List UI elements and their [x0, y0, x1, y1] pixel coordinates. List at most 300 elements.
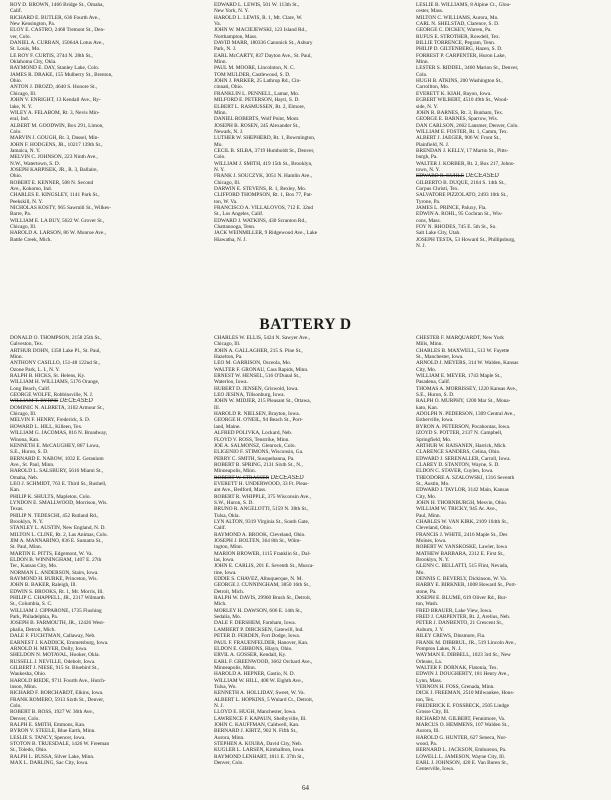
directory-entry-line: Denver, Colo.: [214, 760, 244, 767]
directory-entry-line: PETER J. DANBENTO, 21 Crescent St.,: [416, 620, 504, 627]
directory-entry-line: Pompton Lakes, N. J.: [416, 645, 462, 652]
directory-entry-line: RILEY CREWS, Dinsmore, Fla.: [416, 633, 486, 640]
directory-entry-line: JOHN E. CARLIS, 201 E. Seventh St., Musca-: [214, 563, 315, 570]
directory-entry-line: PHILIP C. CHAPPELL, JR., 2317 Wilmarth: [10, 595, 105, 602]
directory-entry-line: Colo.: [214, 154, 226, 161]
directory-entry-line: JAMES L. PRINCE, Paluxy, Fla.: [416, 205, 487, 211]
directory-entry-line: CHARLES W. VAN KIRK, 2109 104th St.,: [416, 518, 509, 525]
directory-entry-line: LYN ALTON, 9319 Virginia St., South Gate,: [214, 518, 310, 525]
directory-entry-line: CECIL B. SILBA, 3719 Humboldt St., Denver,: [214, 147, 315, 154]
directory-entry-line: ELDON E. GIBBONS, Hlayn, Ohio.: [214, 645, 293, 652]
directory-entry-line: MELVIN C. JOHNSON, 223 Ninth Ave.,: [10, 154, 98, 161]
directory-entry-line: las, Iowa.: [214, 557, 235, 564]
directory-entry-line: S.W., Huron, S. D.: [214, 499, 254, 506]
directory-entry-line: LLOYD E. HUGH, Manchester, Iowa.: [214, 709, 297, 716]
directory-entry-line: JOSEPH KARPISEK, JR., R. 3, Ballaire,: [10, 166, 98, 173]
directory-entry-line: JOHN B. BAKER, Raleigh, Ill.: [10, 582, 77, 589]
directory-entry-line: Chattanooga, Tenn.: [214, 224, 256, 231]
directory-entry-line: EDWARD J. WATKINS, 430 Scranton Rd.,: [214, 217, 307, 224]
directory-entry-line: BYRON A. PETERSON, Pocahontas, Iowa.: [416, 423, 511, 430]
directory-entry-line: THOMAS A. MORRISSEY, 1220 Kansas Ave.,: [416, 385, 518, 392]
directory-entry-line: CARL N. SHELSTAD, Clarence, S. D.: [416, 21, 500, 28]
directory-entry-line: IZOYD S. POTTER, 2137 N. Campbell,: [416, 430, 503, 437]
directory-entry-line: Brooklyn, N. Y.: [416, 557, 450, 564]
top-column-2: [214, 2, 398, 320]
directory-entry-line: Minn.: [214, 59, 227, 66]
bottom-column-2: [214, 335, 398, 780]
directory-entry-line: kato, Kan.: [416, 404, 438, 411]
directory-entry-line: Moines, Iowa.: [416, 538, 447, 544]
directory-entry-line: HOWARD L. HILL, Killeen, Tex.: [10, 423, 83, 430]
directory-entry-line: JACK WEINMILLER, 9 Ridgewood Ave., Lake: [214, 230, 318, 237]
directory-entry-line: Pasadena, Calif.: [416, 379, 451, 386]
directory-entry-line: GEORGE WOLFE, Robbinsville, N. J.: [10, 392, 94, 399]
directory-entry-line: Tulsa, Okla.: [214, 512, 240, 519]
directory-entry-line: HAROLD A. HEPNER, Gastio, N. D.: [214, 671, 295, 678]
directory-entry-line: HAROLD G. HUNTER, 627 Seneca, Nor-: [416, 734, 507, 741]
directory-entry-line: EDWARD J. SERENALLER, Carroll, Iowa.: [416, 455, 511, 462]
directory-entry-line: side, N. Y.: [416, 103, 438, 110]
directory-entry-line: ROY D. BROWN, 1466 Bridge St., Omaha,: [10, 2, 104, 8]
directory-entry-line: GEORGE H. O'NEIL, 94 Beach St., Port-: [214, 417, 303, 424]
directory-entry-line: GILBERT J. NIESE, 915 St. Bluebird St.,: [10, 664, 99, 671]
directory-entry-line: DOMINIC N. ALBRETA, 3102 Armour St.,: [10, 404, 105, 411]
directory-entry-line: ARTHUR W. RAISANEN, Harrick, Mich.: [416, 442, 507, 449]
directory-entry-line: DALE F. DERSHEM, Farnham, Iowa.: [214, 620, 296, 627]
directory-entry-line: MAX L. DARLING, Sac City, Iowa.: [10, 760, 89, 767]
directory-entry-line: N. Y.: [214, 166, 225, 173]
directory-entry-line: ALBERT J. JAEGER, 906 W. Front St.,: [416, 135, 501, 142]
directory-entry-line: JOSEPH B. FARMOUTH, JR., 12426 West-: [10, 620, 105, 627]
directory-entry-line: lake, N. Y.: [10, 103, 33, 110]
directory-entry-line: FREDERICK E. FOSSBECK, 2505 Lindge: [416, 702, 509, 709]
directory-entry-line: JOSEPH B. ROSEN, 245 Alexander St.,: [214, 122, 300, 129]
directory-entry-line: PETER D. FERDEN, Fort Dodge, Iowa.: [214, 633, 301, 640]
directory-entry-line: HARRY E. BIRKNER, 1008 Howard St., Port-: [416, 582, 517, 589]
directory-entry-line: Colo.: [416, 71, 428, 78]
directory-entry-line: Minneapolis, Minn.: [214, 664, 256, 671]
directory-entry-line: Oklahoma City, Okla.: [10, 59, 57, 66]
directory-entry-line: WILLIAM E. MEYER, 1743 Maple St.,: [416, 373, 502, 380]
directory-entry-line: Mo.: [214, 141, 223, 148]
directory-entry-line: ELBERT L. RASMUSSEN, Rt. 2, Elmore,: [214, 103, 306, 110]
directory-entry-line: JOSEPH E. BLUME, 619 Oliver Rd., Bur-: [416, 595, 508, 602]
directory-entry-line: ARNOLD J. MEYERS, 314 W. Walden, Kansas: [416, 360, 519, 367]
directory-entry-line: LAWRENCE F. KAPAUN, Shelbyville, Ill.: [214, 715, 307, 722]
page-number: 64: [302, 784, 309, 792]
directory-entry-line: LYNDON E. SMALLWOOD, Morrison, Wis.: [10, 499, 108, 506]
directory-entry-line: ANTHONY CASILLO, 151-48 122nd St.,: [10, 360, 101, 367]
directory-entry-line: ant Ave., Bedford, Mass.: [214, 487, 267, 494]
directory-entry-line: EVERETT H. UNDERWOOD, 33 Ft. Pleas-: [214, 480, 309, 487]
directory-entry-line: JOHN A. GALLAGHER, 215 S. Pine St.,: [214, 347, 303, 354]
directory-entry-line: Chicago, Ill.: [10, 411, 37, 418]
directory-entry-line: town, N. Y.: [416, 166, 440, 173]
directory-entry-line: Tulsa, Wo.: [214, 683, 237, 690]
directory-entry-line: Kan.: [10, 487, 21, 494]
directory-entry-line: FRANKLIN L. PENNELL, Lamar, Mo.: [214, 90, 300, 97]
directory-entry-line: DARWIN E. STEVENS, R. 1, Bexley, Mo.: [214, 185, 307, 192]
directory-entry-line: HAROLD A. LARSON, 86 W. Monroe Ave.,: [10, 230, 106, 237]
directory-entry-line: LAMBERT P. DIRCKSEN, Gatewill, Ind.: [214, 626, 304, 633]
directory-entry-line: ANTON J. DROZD, 4640 S. Honore St.,: [10, 84, 98, 91]
directory-entry-line: Aurora, Minn.: [214, 734, 245, 741]
directory-entry-line: phalia, Detroit, Mich.: [10, 626, 56, 633]
directory-entry-line: JOHN R. BARNES, Rt. 3, Bunham, Tex.: [416, 109, 504, 116]
directory-entry-line: WILLIAM J. CIPPARONE, 1735 Flushing: [10, 607, 102, 614]
directory-entry-line: Ave., Kokomo, Ind.: [10, 185, 52, 192]
directory-entry-line: JAMES R. DRAKE, 155 Mulberry St., Brenton,: [10, 71, 113, 78]
directory-entry-line: Chicago, Ill.: [10, 90, 37, 97]
directory-entry-line: EARL F. GREENWOOD, 3662 Orchard Ave.,: [214, 658, 313, 665]
directory-entry-line: PHILIP K. SHULTS, Mapleton, Colo.: [10, 493, 91, 500]
directory-entry-line: NICHOLAS KOSTY, 965 Sawmill St., Wilkes-: [10, 205, 111, 211]
directory-entry-line: GLENN C. BELLATTI, 515 Flint, Nevada,: [416, 563, 509, 570]
directory-entry-line: VERNON H. FOSS, Grenada, Minn.: [416, 683, 495, 690]
directory-entry-line: WILLIAM W. TRICKY, 945 Ar. Ave.,: [416, 506, 498, 513]
directory-entry-line: MORLEY H. DAWSON, 606 E. 14th St.,: [214, 607, 303, 614]
directory-entry-line: Mills, Minn.: [416, 341, 443, 348]
directory-entry-line: HAROLD R. NIELSEN, Brayton, Iowa.: [214, 411, 300, 418]
directory-entry-line: Ohio.: [10, 173, 22, 180]
directory-entry-line: EDWIN S. BROOKS, Rt. 1, Mt. Morris, Ill.: [10, 588, 104, 595]
directory-entry-line: FRANK M. DIBBRUL, JR., 519 Lincoln Ave.,: [416, 639, 516, 646]
directory-entry-line: Lynn, Mass.: [416, 677, 443, 684]
directory-entry-line: DALE F. FUCHTMAN, Callaway, Neb.: [10, 633, 96, 640]
directory-entry-line: BERNARD L. JACKSON, Embureon, Pa.: [416, 747, 507, 754]
directory-entry-line: EDWIN J. DOUGHERTY, 181 Henry Ave.,: [416, 671, 509, 678]
directory-entry-line: JOHN J. PARKER, 25 Lathrop Rd., Cin-: [214, 78, 301, 85]
directory-entry-line: Grosse City, Ill.: [416, 709, 450, 716]
directory-entry-line: ROBERT W. STRASSER: [214, 474, 270, 481]
directory-entry-line: RALPH B. HICKS, St. Helens, Ky.: [10, 373, 86, 380]
directory-entry-line: St., Austin, Mo.: [416, 480, 450, 487]
directory-entry-line: Tyrone, Pa.: [416, 198, 441, 205]
directory-entry-line: Denver, Colo.: [10, 715, 40, 722]
directory-entry-line: St., Columbia, S. C.: [10, 601, 53, 608]
directory-entry-line: Salt Lake City, Utah.: [416, 230, 461, 237]
directory-entry-line: FRED J. CARPENTER, Rt. 2, Arelius, Neb.: [416, 614, 511, 621]
directory-entry-line: PERRY C. SMITH, Susquehanna, Pa.: [214, 455, 295, 462]
directory-entry-line: DONALD O. THOMPSON, 2158 25th St.,: [10, 335, 102, 341]
directory-entry-line: ELDON C. STAVER, Cuylen, Iowa.: [416, 468, 494, 475]
directory-entry-line: Newark, N. J.: [214, 128, 244, 135]
directory-entry-line: Carrollton, Mo.: [416, 84, 450, 91]
directory-entry-line: cinnati, Ohio.: [214, 84, 243, 91]
directory-entry-line: Mich.: [214, 601, 227, 608]
directory-entry-line: Estherville, Iowa.: [416, 417, 454, 424]
directory-entry-line: wood, Pa.: [416, 741, 438, 747]
directory-entry-line: GILBERTO B. DUQUE, 2164 S. 14th St.,: [416, 179, 506, 186]
directory-entry-line: burgh, Pa.: [416, 154, 438, 161]
directory-entry-line: FRANCIS J. WHITE, 2416 Maple St., Des: [416, 531, 508, 538]
directory-entry-line: Chicago, Ill.: [10, 224, 37, 231]
directory-entry-line: stone, Pa.: [416, 588, 437, 595]
directory-entry-line: EDWARD L. LEWIS, 501 W. 113th St.,: [214, 2, 300, 8]
directory-entry-line: Winona, Kan.: [10, 436, 40, 443]
directory-entry-line: SALVATORE PIZZOLATO, 2493 10th St.,: [416, 192, 508, 199]
bottom-column-1: [10, 335, 194, 780]
directory-entry-line: EARL J. JOHNSON, 420 E. Van Buren St.,: [416, 760, 509, 767]
directory-entry-line: LESLIE B. WILLIAMS, 8 Alpine Ct., Glou-: [416, 2, 511, 8]
directory-entry-line: EDWIN A. ROHL, 95 Cochran St., Wis-: [416, 211, 503, 218]
directory-entry-line: Barre, Pa.: [10, 211, 32, 218]
directory-entry-line: Hazelton, Pa.: [214, 354, 243, 361]
directory-entry-line: ROBERT B. ROSS, 1927 W. 36th Ave.,: [10, 709, 95, 716]
directory-entry-line: N. J.: [416, 243, 426, 250]
top-column-1: [10, 2, 194, 320]
directory-entry-line: Texas.: [10, 506, 24, 513]
directory-entry-line: CLIFFORD THOMPSON, Rt. 1, Box 77, Pat-: [214, 192, 313, 199]
directory-entry-line: RUSSELL J. NEVILLE, Odebolt, Iowa.: [10, 658, 96, 665]
directory-entry-line: DAVID MARR, 180336 Canonick St., Asbury: [214, 40, 313, 47]
directory-entry-line: cons, Mass.: [416, 217, 441, 224]
directory-entry-line: ALBERT L. HOPKINS, 5 Wulard Ct., Detroit,: [214, 696, 314, 703]
directory-entry-line: ington, Minn.: [214, 544, 243, 551]
directory-entry-line: BYRON V. STEELE, Blue Earth, Minn.: [10, 728, 96, 735]
directory-entry-line: ELIGENIO F. STIMONS, Wisconsin, Ga.: [214, 449, 304, 456]
directory-entry-line: MATHEW BARBARA, 2312 E. First St.,: [416, 550, 505, 557]
directory-entry-line: Minn.: [10, 354, 23, 361]
directory-entry-line: ton, Tex.: [416, 696, 435, 703]
directory-entry-line: EDWARD R. KUHLE: [416, 173, 465, 180]
directory-entry-line: Ill.: [214, 404, 221, 411]
directory-entry-line: HAROLD RIEDE, 9711 Fourth Ave., Hutch-: [10, 677, 106, 684]
directory-entry-line: MILFORD E. PETERSON, Hayti, S. D.: [214, 97, 300, 104]
directory-entry-line: FOY N. RHODES, 745 E. 5th St., So.: [416, 224, 497, 231]
directory-entry-line: BILLIE TORRENCE, Pegram, Tenn.: [416, 40, 496, 47]
directory-entry-line: EVERETT K. KIAH, Bayon, Iowa.: [416, 90, 492, 97]
directory-entry-line: Minn.: [416, 59, 429, 66]
directory-entry-line: RALPH W. DAVIS, 29960 Brush St., Detroit,: [214, 595, 312, 602]
directory-entry-line: Battle Creek, Mich.: [10, 236, 52, 243]
directory-entry-line: MARVIN J. GOUGH, Rt. 3, Dassel, Min-: [10, 135, 100, 142]
directory-entry-line: Cleveland, Ohio.: [416, 525, 453, 532]
directory-entry-line: ERVIL A. GOSSER, Kendall, Ky.: [214, 652, 287, 659]
directory-entry-line: FRANCISCO A. VILLALOVOS, 712 E. 32nd: [214, 205, 314, 211]
directory-entry-line: PHILIP N. TEDESCHI, 452 Rutland Rd.,: [10, 512, 99, 519]
directory-entry-line: Brooklyn, N. Y.: [10, 518, 44, 525]
directory-entry-line: JOHN C. KAUFFMAN, Caldwell, Kan.: [214, 721, 300, 728]
directory-entry-line: JOE A. SALMONSZ, Glenrock, Colo.: [214, 442, 296, 449]
directory-entry-line: LOWELL L. JAMESON, Wayne City, Ill.: [416, 753, 506, 760]
directory-entry-line: tine, Iowa.: [214, 569, 237, 576]
directory-entry-line: JOHN H. THORNBURGH, Mesvin, Ohio.: [416, 499, 508, 506]
directory-entry-line: ALBERT M. GOODWIN, Box 291, Limon,: [10, 122, 104, 129]
directory-entry-line: Colo.: [10, 128, 22, 135]
directory-entry-line: STOTON B. TRUESDALE, 1426 W. Freeman: [10, 741, 110, 747]
directory-entry-line: RAYMOND A. BROOK, Cleveland, Ohio.: [214, 531, 306, 538]
directory-entry-line: S.E., Huron, S. D.: [416, 392, 455, 399]
directory-entry-line: MARION BROWER, 1115 Franklin St., Dal-: [214, 550, 311, 557]
directory-entry-line: CLAREY D. STANTON, Wayne, S. D.: [416, 461, 500, 468]
directory-entry-line: RAYMOND H. BURKE, Princeton, Wis.: [10, 576, 98, 583]
directory-entry-line: St., Los Angeles, Calif.: [214, 211, 264, 218]
directory-entry-line: New York, N. Y.: [214, 8, 249, 15]
directory-entry-line: GEORGE C. DICKEY, Warren, Pa.: [416, 27, 492, 34]
directory-entry-line: CHESTER F. MARQUARDT, New York: [416, 335, 504, 341]
directory-entry-line: WALTER F. DORNAK, Flatonia, Tex.: [416, 664, 498, 671]
directory-entry-line: Colo.: [10, 702, 22, 709]
directory-entry-line: RICHARD E. BUTLER, 636 Fourth Ave.,: [10, 14, 100, 21]
directory-entry-line: MELVIN F. HENRY, Frederick, S. D.: [10, 417, 91, 424]
directory-entry-line: MARTIN E. PITTS, Edgemont, W. Va.: [10, 550, 93, 557]
directory-entry-line: GEORGE E. BARNES, Sparrow, Wis.: [416, 116, 499, 123]
directory-entry-line: RALPH E. SMITH, Emmons, Kan.: [10, 721, 86, 728]
directory-entry-line: EDDIE S. CHAVEZ, Albuquerque, N. M.: [214, 576, 303, 583]
directory-entry-line: ELDON B. WINNINGHAM, 1407 E. 27th: [10, 557, 102, 564]
deceased-annotation: DECEASED: [269, 474, 304, 481]
directory-entry-line: NORMAN L. ANDERSON, Stairs, Iowa.: [10, 569, 99, 576]
directory-entry-line: N. J.: [214, 702, 224, 709]
directory-entry-line: Hiawatha, N. J.: [214, 236, 247, 243]
directory-entry-line: Omaha, Neb.: [10, 474, 39, 481]
directory-entry-line: land, Maine.: [214, 423, 241, 430]
directory-entry-line: BRUNO R. ANGELOTTI, 5159 N. 38th St.,: [214, 506, 309, 513]
directory-entry-line: KUGLER L. LARSEN, Kimballton, Iowa.: [214, 747, 305, 754]
directory-entry-line: LUTHER W. SHEPHERD, Rt. 1, Bowmington,: [214, 135, 316, 142]
directory-entry-line: EDWARD J. TAYLOR, 3142 Main, Kansas: [416, 487, 509, 494]
directory-entry-line: LEO JESINA, Tillsonburg, Iowa.: [214, 392, 285, 399]
directory-entry-line: ROBERT R. WHIPPLE, 375 Wisconsin Ave.,: [214, 493, 311, 500]
directory-entry-line: Chicago, Ill.: [214, 341, 241, 348]
directory-entry-line: Waterloo, Iowa.: [214, 379, 248, 386]
directory-entry-line: ARNOLD H. MEYER, Dolly, Iowa.: [10, 645, 88, 652]
directory-entry-line: MILTON L. CLINE, Rt. 2, Las Animas, Colo.: [10, 531, 108, 538]
directory-entry-line: WILLIAM T. BYRNE: [10, 398, 59, 405]
directory-entry-line: EGBERT WILBERT, 4510 49th St., Wood-: [416, 97, 509, 104]
directory-entry-line: Park, Philadelphia, Pa.: [10, 614, 59, 621]
directory-entry-line: WILLIAM E. LA BUY, 5622 W. Grover St.,: [10, 217, 105, 224]
directory-entry-line: WILEY A. FELABOM, Rt. 3, Nevis Min-: [10, 109, 100, 116]
directory-entry-line: TOM MULDER, Castlewood, S. D.: [214, 71, 291, 78]
directory-entry-line: ARTHUR DOHN, 1358 Lake Pl., St. Paul,: [10, 347, 101, 354]
directory-entry-line: JOHN V. ENRIGHT, 13 Kendall Ave., Ry-: [10, 97, 101, 104]
directory-entry-line: LE ROY F. CURTIS, 3744 N. 28th St.,: [10, 52, 93, 59]
directory-entry-line: Paul, Minn.: [416, 512, 441, 519]
directory-entry-line: MILTON C. WILLIAMS, Aurora, Mo.: [416, 14, 499, 21]
directory-entry-line: FLOYD V. ROSS, Tenstrike, Minn.: [214, 436, 290, 443]
directory-entry-line: Aurora, Ill.: [416, 728, 440, 735]
deceased-annotation: DECEASED: [58, 398, 93, 405]
directory-entry-line: WILLIAM H. WILLIAMS, 5176 Orange,: [10, 379, 100, 386]
directory-entry-line: Peekskill, N. Y.: [10, 198, 43, 205]
directory-entry-line: JOSEPH J. BOLTEN, 364 8th St., Wilm-: [214, 538, 302, 544]
directory-entry-line: KENNETH E. McCAUGHEY, 867 Lowa,: [10, 442, 100, 449]
directory-entry-line: City, Mo.: [416, 366, 437, 373]
directory-entry-line: LEO J. SCHMIDT, 763 E. Third St., Rushell,: [10, 480, 107, 487]
directory-entry-line: CHARLES W. ELLIS, 5424 N. Sawyer Ave.,: [214, 335, 310, 341]
directory-entry-line: WALTER J. KORBER, Rt. 2, Box 217, Johns-: [416, 160, 515, 167]
directory-entry-line: St., Manchester, Iowa.: [416, 354, 464, 361]
directory-entry-line: inson, Minn.: [10, 683, 37, 690]
directory-entry-line: ton, W. Va.: [214, 198, 238, 205]
directory-entry-line: WILLIAM J. SMITH, 419 15th St., Brooklyn,: [214, 160, 313, 167]
directory-entry-line: KENNETH A. HOLLIDAY, Sweet, W. Va.: [214, 690, 305, 697]
directory-entry-line: CLARENCE SANDERS, Celina, Ohio.: [416, 449, 501, 456]
directory-entry-line: STEPHEN A. KOUBA, David City, Neb.: [214, 741, 303, 747]
directory-entry-line: JOHN W. MIDJER, 215 Pleasant St., Ottawa,: [214, 398, 311, 405]
directory-entry-line: Detroit, Mich.: [214, 588, 245, 595]
directory-entry-line: HAROLD L. LEWIS, R. 1, Mt. Clare, W.: [214, 14, 303, 21]
top-column-3: [416, 2, 602, 320]
directory-entry-line: eral, Ind.: [10, 116, 29, 123]
directory-entry-line: JOHN F. HODGENS, JR., 10217 139th St.,: [10, 141, 103, 148]
directory-entry-line: S.E., Huron, S. D.: [10, 449, 49, 456]
directory-entry-line: ton, Wash.: [416, 601, 439, 608]
directory-entry-line: EARNEST J. KADDICK, Emmetsburg, Iowa.: [10, 639, 109, 646]
directory-entry-line: ROBERT E. KENNER, 508 N. Second: [10, 179, 94, 186]
directory-entry-line: ROBERT B. SPRING, 2131 Sixth St., N.,: [214, 461, 303, 468]
directory-entry-line: Northampton, Mass.: [214, 33, 258, 40]
directory-entry-line: FORREST P. CARPENTER, Huron Lake,: [416, 52, 506, 59]
directory-entry-line: JOHN W. MACIEJEWSKI, 123 Island Rd.,: [214, 27, 307, 34]
directory-entry-line: Long Beach, Calif.: [10, 385, 51, 392]
directory-entry-line: Orleans, La.: [416, 658, 443, 665]
directory-entry-line: PAUL M. MOORE, Lincolnton, N. C.: [214, 65, 295, 72]
directory-entry-line: RALPH L. BUSSA, Silver Lake, Minn.: [10, 753, 95, 760]
directory-entry-line: DENNIS C. BEVERLY, Dickinson, W. Va.: [416, 576, 508, 583]
directory-entry-line: SHELDON N. MOTAVAL, Hooker, Okla.: [10, 652, 100, 659]
directory-entry-line: Minneapolis, Minn.: [214, 468, 256, 475]
directory-entry-line: Sedalia, Mo.: [214, 614, 241, 621]
directory-entry-line: Centerville, Iowa.: [416, 766, 455, 773]
directory-entry-line: WILLIAM W. HILL, 408 W. Eighth Ave.,: [214, 677, 304, 684]
directory-entry-line: DANIEL A. CURRAN, 15064A Lotus Ave.,: [10, 40, 105, 47]
directory-entry-line: WALTER F. GRONAU, Cass Rapids, Minn.: [214, 366, 309, 373]
directory-entry-line: BERNARD E. NABOW, 1032 E. Geranium: [10, 455, 104, 462]
directory-entry-line: STANLEY L. AUSTIN, New England, N. D.: [10, 525, 106, 532]
directory-entry-line: MARCUS O. HEMMENS, 107 Walden St.,: [416, 721, 509, 728]
directory-entry-line: Auburn, J. Y.: [416, 626, 444, 633]
deceased-annotation: DECEASED: [464, 173, 499, 180]
directory-entry-line: DANIEL ROBERTS, Wolf Point, Mont.: [214, 116, 300, 123]
directory-entry-line: Chicago, Ill.: [214, 179, 241, 186]
directory-entry-line: HUGH B. ATKINS, 200 Washington St.,: [416, 78, 503, 85]
directory-entry-line: JOSEPH TESTA, 53 Howard St., Phillipsburg,: [416, 236, 516, 243]
directory-entry-line: Calif.: [10, 8, 22, 15]
directory-entry-line: WILLIAM G. JACOMAS, 816 N. Broadway,: [10, 430, 108, 437]
directory-entry-line: Ozone Park, L. I., N. Y.: [10, 366, 60, 373]
directory-entry-line: RICHARD M. GILBERT, Fennimore, Va.: [416, 715, 506, 722]
directory-entry-line: Waukesha, Ohio.: [10, 671, 47, 678]
directory-entry-line: ROBERT W. YANSKOSKE, Lawler, Iowa: [416, 544, 507, 551]
directory-entry-line: PAUL F. FRAUENFELDER, Hanover, Kan.: [214, 639, 309, 646]
directory-entry-line: Minn.: [214, 109, 227, 116]
directory-entry-line: EARL McCARTY, 837 Dayton Ave., St. Paul,: [214, 52, 312, 59]
directory-entry-line: RUFUS E. STROTHER, Rowdell, Tex.: [416, 33, 500, 40]
directory-entry-line: DICK J. FREEMAN, 2510 Milwaukee, Hous-: [416, 690, 515, 697]
section-heading: BATTERY D: [259, 316, 352, 333]
directory-entry-line: THEODORE A. SZALOWSKI, 1316 Seventh: [416, 474, 515, 481]
directory-entry-line: Ave., St. Paul, Minn.: [10, 461, 55, 468]
directory-entry-line: DAN CARLSON, 2662 Lansmer, Denver, Colo.: [416, 122, 519, 129]
directory-entry-line: N.W., Watertown, S. D.: [10, 160, 61, 167]
directory-entry-line: RAYMOND E. DAY, Stanley Lake, Colo.: [10, 65, 100, 72]
directory-entry-line: Plainfield, N. J.: [416, 141, 450, 148]
directory-entry-line: WAYMAN E. DIBBELL, 1023 3rd St., New: [416, 652, 511, 659]
directory-entry-line: St. Paul, Minn.: [10, 544, 42, 551]
directory-entry-line: Ohio.: [10, 78, 22, 85]
directory-entry-line: GEORGE J. CUNNINGHAM, 3850 16th St.,: [214, 582, 311, 589]
directory-entry-line: RICHARD F. BORCHARDT, Elkins, Iowa.: [10, 690, 104, 697]
directory-entry-line: CHARLES E. KINGSLEY, 1141 Park St.,: [10, 192, 100, 199]
directory-entry-line: Springfield, Mo.: [416, 436, 452, 443]
directory-entry-line: LESTER S. RIDDEL, 3460 Marion St., Denver,: [416, 65, 519, 72]
directory-entry-line: HAROLD L. SALSBURY, 5616 Miami St.,: [10, 468, 104, 475]
directory-entry-line: ALFRED POLIVKA, Lockard, Neb.: [214, 430, 293, 437]
directory-entry-line: LEO M. GARRISON, Osceola, Mo.: [214, 360, 292, 367]
